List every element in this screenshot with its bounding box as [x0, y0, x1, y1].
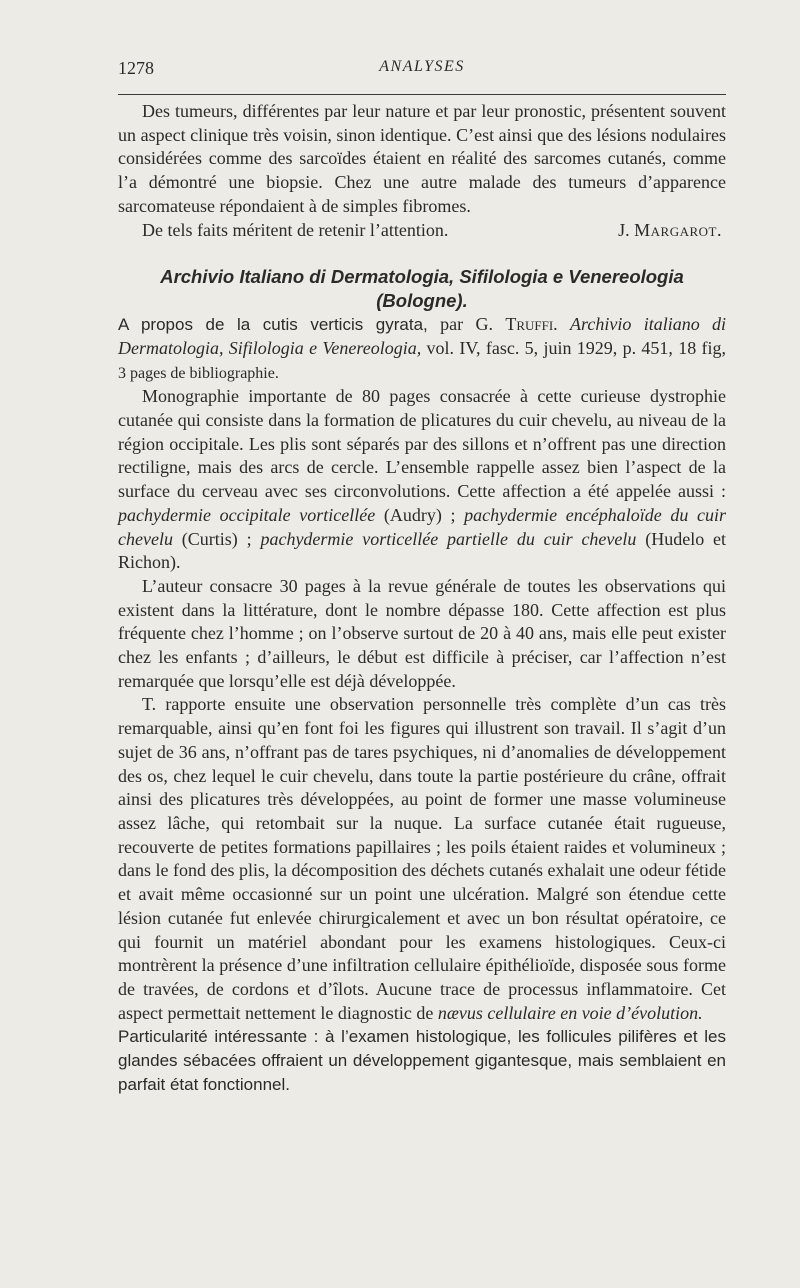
signature-initial: J.: [618, 219, 630, 240]
running-title: ANALYSES: [379, 58, 465, 75]
article-author: Truffi.: [505, 314, 558, 335]
synonym-1-author: (Audry) ;: [383, 504, 456, 525]
header-rule: [118, 94, 726, 95]
article-paragraph-4: Particularité intéressante : à l’examen histologique, les follicules pilifères et les glandes sébacées offraient un développement gigantesque, mais semblaient en parfait état fonctionnel.: [118, 1027, 726, 1094]
page-number: 1278: [118, 58, 154, 78]
prev-review-last-line: De tels faits méritent de retenir l’attention.: [142, 219, 449, 240]
synonym-1: pachydermie occipitale vorticellée: [118, 504, 376, 525]
journal-title-line1: Archivio Italiano di Dermatologia, Sifilologia e Venereologia: [160, 266, 684, 288]
synonym-2-author: (Curtis) ;: [181, 528, 252, 549]
prev-review-closing: [118, 219, 726, 243]
article-volume: vol. IV, fasc. 5, juin 1929, p. 451, 18 fig,: [426, 337, 726, 358]
para3-text: T. rapporte ensuite une observation personnelle très complète d’un cas très remarquable, ainsi qu’en font foi les figures qui illustrent son travail. Il s’agit d’un sujet de 36 ans, n’offrant pas de tares psychiques, ni d’anomalies de développement des os, chez lequel le cuir chevelu, dans toute la partie postérieure du crâne, offrait ainsi des plicatures très développées, au point de former une masse volumineuse assez lâche, qui retombait sur la nuque. La surface cutanée était rugueuse, recouverte de petites formations papillaires ; les poils étaient raides et volumineux ; dans le fond des plis, la décomposition des déchets cutanés exhalait une odeur fétide et avait même occasionné sur un point une ulcération. Malgré son étendue cette lésion cutanée fut enlevée chirurgicalement et avec un bon résultat opératoire, ce qui fournit un matériel abondant pour les examens histologiques. Ceux-ci montrèrent la présence d’une infiltration cellulaire épithélioïde, disposée sous forme de travées, de cordons et d’îlots. Aucune trace de processus inflammatoire. Cet aspect permettait nettement le diagnostic de: [118, 694, 726, 1023]
synonym-2: pachydermie encéphaloïde du cuir chevelu: [118, 504, 727, 549]
synonym-3-author: (Hudelo et Richon).: [118, 528, 727, 573]
article-pages: 3 pages de bibliographie.: [118, 364, 279, 382]
article-paragraph-1: [118, 385, 726, 575]
page-header: [118, 56, 726, 86]
journal-reference: Archivio italiano di Dermatologia, Sifilologia e Venereologia,: [118, 314, 727, 358]
para1-text: Monographie importante de 80 pages consacrée à cette curieuse dystrophie cutanée qui consiste dans la formation de plicatures du cuir chevelu, au niveau de la région occipitale. Les plis sont séparés par des sillons et n’offrent pas une direction rectiligne, mais des arcs de cercle. L’ensemble rappelle assez bien l’aspect de la surface du cerveau avec ses circonvolutions. Cette affection a été appelée aussi :: [118, 386, 726, 502]
page-body: [118, 100, 726, 1096]
article-title: A propos de la cutis verticis gyrata,: [118, 315, 428, 335]
article-paragraph-3: [118, 693, 726, 1025]
journal-heading: [118, 265, 726, 313]
article-reference: [118, 313, 726, 385]
signature-name: Margarot.: [634, 219, 722, 240]
prev-review-paragraph: Des tumeurs, différentes par leur nature et par leur pronostic, présentent souvent un aspect clinique très voisin, sinon identique. C’est ainsi que des lésions nodulaires considérées comme des sarcoïdes étaient en réalité des sarcomes cutanés, comme l’a démontré une biopsie. Chez une autre malade des tumeurs d’apparence sarcomateuse répondaient à de simples fibromes.: [118, 101, 726, 216]
article-par: par G.: [440, 314, 493, 335]
signature: [618, 219, 726, 243]
synonym-3: pachydermie vorticellée partielle du cuir chevelu: [260, 528, 637, 549]
article-paragraph-2: L’auteur consacre 30 pages à la revue générale de toutes les observations qui existent dans la littérature, dont le nombre dépasse 180. Cette affection est plus fréquente chez l’homme ; on l’observe surtout de 20 à 40 ans, mais elle peut exister chez les enfants ; d’ailleurs, le début est difficile à préciser, car l’affection n’est remarquée que lorsqu’elle est déjà développée.: [118, 575, 726, 691]
diagnosis: nævus cellulaire en voie d’évolution.: [437, 1002, 703, 1023]
journal-title-line2: (Bologne).: [376, 290, 468, 312]
